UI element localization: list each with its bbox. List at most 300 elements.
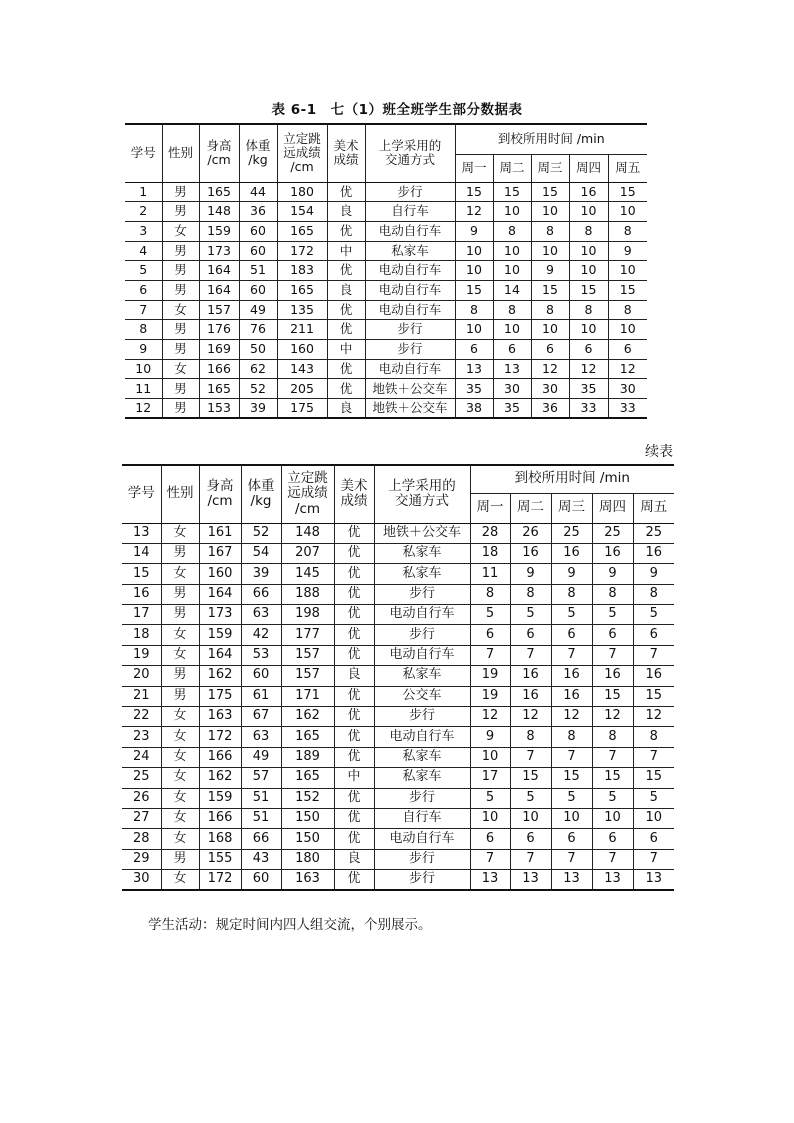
cell-id: 29 — [122, 849, 161, 869]
table-row — [122, 605, 674, 625]
cell-id: 27 — [122, 808, 161, 828]
cell-height: 165 — [199, 379, 239, 399]
student-activity-note: 学生活动：规定时间内四人组交流，个别展示。 — [148, 917, 432, 933]
cell-mon: 7 — [470, 849, 510, 869]
cell-transport: 电动自行车 — [365, 300, 455, 320]
cell-tue: 26 — [510, 523, 551, 543]
table2-body — [122, 523, 674, 890]
cell-gender: 女 — [161, 707, 199, 727]
student-data-table-part2 — [122, 464, 674, 891]
cell-art: 优 — [334, 543, 374, 563]
cell-height: 168 — [199, 829, 241, 849]
cell-height: 166 — [199, 359, 239, 379]
cell-art: 良 — [334, 666, 374, 686]
cell-weight: 51 — [241, 808, 281, 828]
cell-wed: 5 — [551, 788, 592, 808]
table-row — [122, 747, 674, 767]
cell-art: 优 — [327, 359, 365, 379]
cell-transport: 步行 — [374, 707, 470, 727]
cell-jump: 154 — [277, 202, 327, 222]
cell-weight: 44 — [239, 182, 277, 202]
cell-tue: 7 — [510, 849, 551, 869]
table-row — [125, 221, 647, 241]
cell-mon: 5 — [470, 605, 510, 625]
cell-thu: 7 — [592, 747, 633, 767]
cell-mon: 15 — [455, 182, 493, 202]
cell-height: 163 — [199, 707, 241, 727]
cell-tue: 13 — [510, 870, 551, 890]
cell-art: 优 — [327, 182, 365, 202]
cell-mon: 38 — [455, 399, 493, 419]
cell-wed: 8 — [551, 727, 592, 747]
cell-mon: 5 — [470, 788, 510, 808]
cell-mon: 10 — [455, 261, 493, 281]
cell-art: 优 — [334, 605, 374, 625]
cell-fri: 5 — [633, 788, 674, 808]
cell-weight: 76 — [239, 320, 277, 340]
cell-fri: 25 — [633, 523, 674, 543]
cell-id: 3 — [125, 221, 162, 241]
cell-wed: 7 — [551, 645, 592, 665]
cell-fri: 6 — [633, 829, 674, 849]
cell-wed: 16 — [551, 543, 592, 563]
cell-height: 164 — [199, 280, 239, 300]
cell-weight: 50 — [239, 340, 277, 360]
cell-fri: 10 — [608, 261, 647, 281]
cell-height: 173 — [199, 605, 241, 625]
cell-id: 22 — [122, 707, 161, 727]
header-id: 学号 — [122, 465, 161, 523]
cell-thu: 33 — [569, 399, 608, 419]
cell-fri: 5 — [633, 605, 674, 625]
cell-thu: 15 — [592, 768, 633, 788]
header-height: 身高 /cm — [199, 465, 241, 523]
cell-tue: 10 — [493, 261, 531, 281]
cell-wed: 5 — [551, 605, 592, 625]
header-day: 周三 — [551, 493, 592, 523]
cell-transport: 电动自行车 — [374, 727, 470, 747]
cell-jump: 189 — [281, 747, 334, 767]
cell-id: 9 — [125, 340, 162, 360]
header-id: 学号 — [125, 124, 162, 182]
cell-wed: 12 — [531, 359, 569, 379]
cell-wed: 10 — [531, 202, 569, 222]
cell-wed: 16 — [551, 666, 592, 686]
cell-transport: 私家车 — [374, 768, 470, 788]
cell-weight: 42 — [241, 625, 281, 645]
cell-weight: 52 — [241, 523, 281, 543]
cell-wed: 7 — [551, 747, 592, 767]
cell-tue: 7 — [510, 747, 551, 767]
cell-transport: 公交车 — [374, 686, 470, 706]
header-day: 周四 — [569, 154, 608, 182]
cell-tue: 5 — [510, 788, 551, 808]
cell-wed: 12 — [551, 707, 592, 727]
header-jump: 立定跳 远成绩 /cm — [281, 465, 334, 523]
header-jump: 立定跳 远成绩 /cm — [277, 124, 327, 182]
cell-transport: 电动自行车 — [365, 221, 455, 241]
cell-id: 26 — [122, 788, 161, 808]
cell-fri: 6 — [633, 625, 674, 645]
cell-jump: 211 — [277, 320, 327, 340]
cell-art: 中 — [334, 768, 374, 788]
cell-weight: 60 — [241, 666, 281, 686]
table-row — [122, 788, 674, 808]
cell-transport: 步行 — [374, 788, 470, 808]
cell-wed: 6 — [551, 625, 592, 645]
cell-gender: 男 — [162, 399, 199, 419]
cell-tue: 16 — [510, 666, 551, 686]
cell-id: 23 — [122, 727, 161, 747]
cell-height: 159 — [199, 221, 239, 241]
table-row — [122, 849, 674, 869]
header-gender: 性别 — [162, 124, 199, 182]
cell-wed: 16 — [551, 686, 592, 706]
table-row — [125, 300, 647, 320]
cell-gender: 男 — [162, 241, 199, 261]
cell-thu: 10 — [592, 808, 633, 828]
cell-transport: 地铁＋公交车 — [374, 523, 470, 543]
cell-id: 8 — [125, 320, 162, 340]
cell-wed: 6 — [531, 340, 569, 360]
cell-weight: 60 — [239, 280, 277, 300]
cell-art: 良 — [334, 849, 374, 869]
header-day: 周五 — [608, 154, 647, 182]
cell-art: 优 — [334, 727, 374, 747]
cell-gender: 男 — [162, 202, 199, 222]
cell-weight: 49 — [239, 300, 277, 320]
cell-fri: 9 — [608, 241, 647, 261]
cell-fri: 13 — [633, 870, 674, 890]
table-row — [122, 707, 674, 727]
cell-fri: 16 — [633, 543, 674, 563]
cell-wed: 9 — [531, 261, 569, 281]
cell-gender: 男 — [162, 261, 199, 281]
cell-height: 148 — [199, 202, 239, 222]
cell-tue: 6 — [510, 625, 551, 645]
cell-weight: 63 — [241, 605, 281, 625]
cell-transport: 私家车 — [374, 747, 470, 767]
table-row — [125, 379, 647, 399]
table-row — [122, 543, 674, 563]
cell-fri: 16 — [633, 666, 674, 686]
cell-id: 17 — [122, 605, 161, 625]
cell-gender: 女 — [161, 564, 199, 584]
cell-jump: 148 — [281, 523, 334, 543]
cell-transport: 私家车 — [374, 666, 470, 686]
cell-wed: 7 — [551, 849, 592, 869]
cell-wed: 15 — [531, 182, 569, 202]
cell-mon: 8 — [455, 300, 493, 320]
cell-thu: 8 — [569, 221, 608, 241]
cell-gender: 男 — [162, 379, 199, 399]
cell-height: 173 — [199, 241, 239, 261]
cell-mon: 13 — [470, 870, 510, 890]
cell-id: 19 — [122, 645, 161, 665]
cell-weight: 61 — [241, 686, 281, 706]
cell-gender: 女 — [161, 747, 199, 767]
table-row — [122, 686, 674, 706]
cell-weight: 36 — [239, 202, 277, 222]
table-row — [122, 625, 674, 645]
cell-weight: 53 — [241, 645, 281, 665]
cell-thu: 12 — [592, 707, 633, 727]
cell-wed: 6 — [551, 829, 592, 849]
cell-art: 优 — [334, 564, 374, 584]
table-row — [125, 182, 647, 202]
cell-art: 优 — [334, 584, 374, 604]
cell-mon: 6 — [470, 829, 510, 849]
cell-mon: 9 — [455, 221, 493, 241]
cell-art: 优 — [334, 707, 374, 727]
cell-wed: 13 — [551, 870, 592, 890]
cell-id: 15 — [122, 564, 161, 584]
cell-wed: 8 — [551, 584, 592, 604]
cell-jump: 143 — [277, 359, 327, 379]
cell-art: 优 — [334, 747, 374, 767]
cell-thu: 5 — [592, 788, 633, 808]
table-row — [125, 202, 647, 222]
cell-height: 159 — [199, 788, 241, 808]
cell-jump: 165 — [281, 727, 334, 747]
table-row — [125, 261, 647, 281]
cell-wed: 8 — [531, 300, 569, 320]
cell-mon: 7 — [470, 645, 510, 665]
cell-mon: 9 — [470, 727, 510, 747]
cell-jump: 180 — [277, 182, 327, 202]
header-day: 周二 — [493, 154, 531, 182]
cell-jump: 150 — [281, 808, 334, 828]
cell-wed: 25 — [551, 523, 592, 543]
header-transport: 上学采用的 交通方式 — [374, 465, 470, 523]
cell-id: 6 — [125, 280, 162, 300]
cell-gender: 男 — [161, 605, 199, 625]
cell-thu: 7 — [592, 645, 633, 665]
cell-tue: 10 — [493, 202, 531, 222]
header-weight: 体重 /kg — [241, 465, 281, 523]
cell-weight: 49 — [241, 747, 281, 767]
table-row — [122, 523, 674, 543]
cell-jump: 198 — [281, 605, 334, 625]
cell-weight: 57 — [241, 768, 281, 788]
cell-wed: 36 — [531, 399, 569, 419]
cell-gender: 女 — [161, 625, 199, 645]
table-title: 表 6-1 七（1）班全班学生部分数据表 — [271, 102, 523, 118]
cell-tue: 15 — [493, 182, 531, 202]
cell-height: 175 — [199, 686, 241, 706]
cell-weight: 54 — [241, 543, 281, 563]
cell-transport: 自行车 — [374, 808, 470, 828]
cell-art: 优 — [327, 221, 365, 241]
cell-thu: 7 — [592, 849, 633, 869]
cell-fri: 9 — [633, 564, 674, 584]
cell-transport: 地铁＋公交车 — [365, 399, 455, 419]
cell-id: 2 — [125, 202, 162, 222]
cell-gender: 女 — [162, 221, 199, 241]
cell-tue: 10 — [493, 320, 531, 340]
cell-wed: 10 — [531, 241, 569, 261]
cell-transport: 私家车 — [374, 543, 470, 563]
cell-gender: 男 — [161, 849, 199, 869]
header-day: 周三 — [531, 154, 569, 182]
table-row — [122, 727, 674, 747]
cell-mon: 12 — [455, 202, 493, 222]
cell-fri: 7 — [633, 645, 674, 665]
cell-fri: 7 — [633, 849, 674, 869]
cell-fri: 12 — [633, 707, 674, 727]
cell-fri: 15 — [608, 182, 647, 202]
cell-weight: 52 — [239, 379, 277, 399]
cell-transport: 私家车 — [374, 564, 470, 584]
cell-jump: 165 — [281, 768, 334, 788]
cell-fri: 33 — [608, 399, 647, 419]
cell-weight: 66 — [241, 584, 281, 604]
cell-height: 167 — [199, 543, 241, 563]
cell-mon: 17 — [470, 768, 510, 788]
cell-fri: 8 — [633, 584, 674, 604]
cell-height: 169 — [199, 340, 239, 360]
cell-height: 164 — [199, 645, 241, 665]
cell-id: 1 — [125, 182, 162, 202]
cell-art: 优 — [334, 870, 374, 890]
cell-weight: 39 — [239, 399, 277, 419]
cell-thu: 13 — [592, 870, 633, 890]
cell-id: 4 — [125, 241, 162, 261]
cell-wed: 15 — [551, 768, 592, 788]
cell-thu: 6 — [592, 625, 633, 645]
table-row — [122, 645, 674, 665]
cell-thu: 16 — [592, 666, 633, 686]
cell-height: 157 — [199, 300, 239, 320]
cell-jump: 177 — [281, 625, 334, 645]
cell-gender: 女 — [161, 808, 199, 828]
table-row — [122, 870, 674, 890]
cell-thu: 16 — [592, 543, 633, 563]
cell-art: 优 — [334, 829, 374, 849]
cell-weight: 43 — [241, 849, 281, 869]
cell-art: 良 — [327, 399, 365, 419]
cell-thu: 10 — [569, 261, 608, 281]
cell-transport: 自行车 — [365, 202, 455, 222]
cell-mon: 35 — [455, 379, 493, 399]
cell-tue: 6 — [510, 829, 551, 849]
header-day: 周五 — [633, 493, 674, 523]
cell-gender: 男 — [162, 182, 199, 202]
cell-art: 优 — [327, 320, 365, 340]
cell-id: 16 — [122, 584, 161, 604]
table-row — [125, 399, 647, 419]
cell-art: 优 — [334, 645, 374, 665]
cell-tue: 13 — [493, 359, 531, 379]
cell-fri: 15 — [633, 768, 674, 788]
cell-id: 18 — [122, 625, 161, 645]
cell-tue: 9 — [510, 564, 551, 584]
cell-jump: 150 — [281, 829, 334, 849]
cell-tue: 30 — [493, 379, 531, 399]
cell-id: 21 — [122, 686, 161, 706]
cell-art: 优 — [327, 261, 365, 281]
cell-fri: 6 — [608, 340, 647, 360]
cell-transport: 步行 — [365, 340, 455, 360]
cell-transport: 电动自行车 — [365, 280, 455, 300]
cell-jump: 180 — [281, 849, 334, 869]
cell-gender: 女 — [161, 727, 199, 747]
header-weight: 体重 /kg — [239, 124, 277, 182]
cell-jump: 188 — [281, 584, 334, 604]
header-day: 周二 — [510, 493, 551, 523]
cell-thu: 10 — [569, 320, 608, 340]
cell-tue: 10 — [510, 808, 551, 828]
cell-thu: 12 — [569, 359, 608, 379]
cell-transport: 电动自行车 — [374, 605, 470, 625]
cell-fri: 8 — [633, 727, 674, 747]
cell-fri: 10 — [608, 202, 647, 222]
table-row — [122, 564, 674, 584]
cell-tue: 14 — [493, 280, 531, 300]
cell-jump: 152 — [281, 788, 334, 808]
cell-mon: 11 — [470, 564, 510, 584]
cell-id: 30 — [122, 870, 161, 890]
cell-mon: 12 — [470, 707, 510, 727]
cell-thu: 35 — [569, 379, 608, 399]
cell-id: 7 — [125, 300, 162, 320]
cell-transport: 步行 — [365, 182, 455, 202]
cell-tue: 10 — [493, 241, 531, 261]
header-height: 身高 /cm — [199, 124, 239, 182]
cell-jump: 157 — [281, 645, 334, 665]
cell-mon: 28 — [470, 523, 510, 543]
table-row — [125, 359, 647, 379]
cell-mon: 10 — [470, 747, 510, 767]
cell-id: 5 — [125, 261, 162, 281]
cell-tue: 12 — [510, 707, 551, 727]
cell-transport: 地铁＋公交车 — [365, 379, 455, 399]
cell-wed: 10 — [551, 808, 592, 828]
cell-gender: 女 — [161, 870, 199, 890]
cell-wed: 30 — [531, 379, 569, 399]
cell-jump: 163 — [281, 870, 334, 890]
cell-id: 10 — [125, 359, 162, 379]
cell-mon: 6 — [455, 340, 493, 360]
cell-art: 优 — [327, 300, 365, 320]
cell-art: 优 — [334, 625, 374, 645]
cell-gender: 男 — [161, 543, 199, 563]
cell-jump: 205 — [277, 379, 327, 399]
table1-body — [125, 182, 647, 418]
header-art: 美术 成绩 — [334, 465, 374, 523]
cell-transport: 电动自行车 — [365, 261, 455, 281]
cell-id: 11 — [125, 379, 162, 399]
header-transport: 上学采用的 交通方式 — [365, 124, 455, 182]
cell-art: 良 — [327, 280, 365, 300]
cell-id: 20 — [122, 666, 161, 686]
cell-transport: 私家车 — [365, 241, 455, 261]
table-row — [125, 340, 647, 360]
cell-tue: 16 — [510, 543, 551, 563]
cell-mon: 10 — [455, 320, 493, 340]
cell-fri: 8 — [608, 300, 647, 320]
cell-gender: 女 — [162, 300, 199, 320]
cell-mon: 13 — [455, 359, 493, 379]
cell-thu: 8 — [592, 727, 633, 747]
table-row — [122, 808, 674, 828]
cell-transport: 步行 — [365, 320, 455, 340]
cell-fri: 12 — [608, 359, 647, 379]
cell-art: 良 — [327, 202, 365, 222]
cell-jump: 207 — [281, 543, 334, 563]
cell-wed: 9 — [551, 564, 592, 584]
cell-weight: 51 — [241, 788, 281, 808]
